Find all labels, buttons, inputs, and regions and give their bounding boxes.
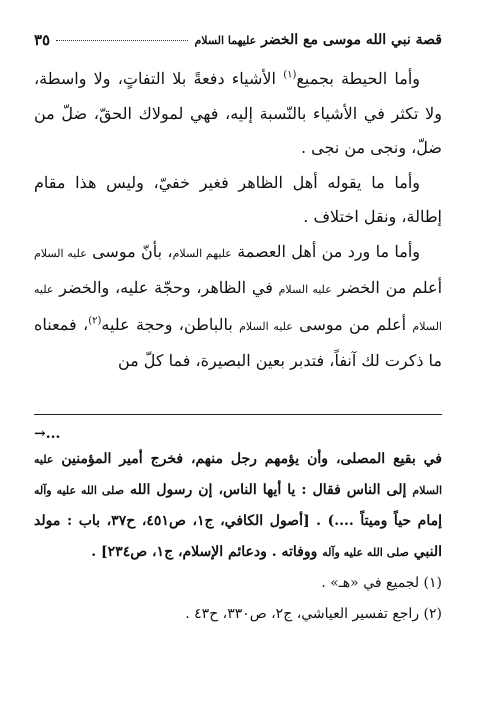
paragraph-1-text-a: وأما الحيطة بجميع [296,69,420,88]
paragraph-2 [34,166,442,235]
main-text [34,62,442,379]
footnote-continuation-text-a: في بقيع المصلى، وأن يؤمهم رجل منهم، فخرج أمير المؤمنين [53,451,442,467]
header-title [194,32,442,48]
footnote-continuation-text-c: إمام حياً وميتاً ....) . [أصول الكافي، ج١، ص٤٥١، ح٣٧، باب : مولد النبي [34,513,442,560]
honorific-symbol: عليه السلام [34,453,443,497]
honorific-symbol: عليه السلام [278,283,332,296]
paragraph-2-text: وأما ما يقوله أهل الظاهر فغير خفيّ، وليس هذا مقام إطالة، ونقل اختلاف . [34,172,442,226]
footnote-ref-1[interactable]: (١) [283,69,297,81]
paragraph-3-text-e: أعلم من موسى [292,314,413,334]
footnote-2: (٢) راجع تفسير العياشي، ج٢، ص٣٣٠، ح٤٣ . [185,606,442,622]
paragraph-3 [34,235,442,379]
footnotes [34,444,442,630]
honorific-symbol: عليه السلام [34,246,87,260]
footnote-continuation-text-b: إلى الناس فقال : يا أيها الناس، إن رسول الله [124,482,413,498]
paragraph-3-text-c: أعلم من الخضر [331,278,443,297]
honorific-symbol: عليهما السلام [194,34,257,47]
paragraph-1-text-b: الأشياء دفعةً بلا التفاتٍ، ولا واسطة، ولا تكثر في الأشياء بالنّسبة إليه، فهي لمولاك الحقّ، ضلّ من ضلّ، ونجى من نجى . [34,69,442,157]
honorific-symbol: عليه السلام [239,319,293,333]
paragraph-3-text-g: ، فمعناه ما ذكرت لك آنفاً، فتدبر بعين البصيرة، فما كلّ من [34,314,442,370]
header-title-text: قصة نبي الله موسى مع الخضر [261,32,442,48]
footnote-ref-2[interactable]: (٢) [88,315,102,327]
page-number: ٣٥ [34,31,51,49]
footnote-continuation-text-d: ووفاته . ودعائم الإسلام، ج١، ص٢٣٤] . [91,544,323,560]
paragraph-3-text-b: ، بأنّ موسى [86,241,173,261]
footnote-continuation [34,444,442,568]
honorific-symbol: عليه السلام [34,283,442,333]
paragraph-3-text-a: وأما ما ورد من أهل العصمة [231,241,420,261]
paragraph-3-text-f: بالباطن، وحجة عليه [101,314,240,334]
footnote-separator [34,414,442,415]
honorific-symbol: صلى الله عليه وآله [322,546,409,559]
header-dot-leader [56,40,188,41]
footnote-1: (١) لجميع في «هـ» . [321,575,442,591]
honorific-symbol: عليهم السلام [172,246,232,260]
paragraph-1 [34,62,442,166]
continuation-arrow: →... [34,426,61,442]
paragraph-3-text-d: في الظاهر، وحجّة عليه، والخضر [53,278,279,297]
honorific-symbol: صلى الله عليه وآله [34,484,125,497]
running-header [34,28,442,52]
